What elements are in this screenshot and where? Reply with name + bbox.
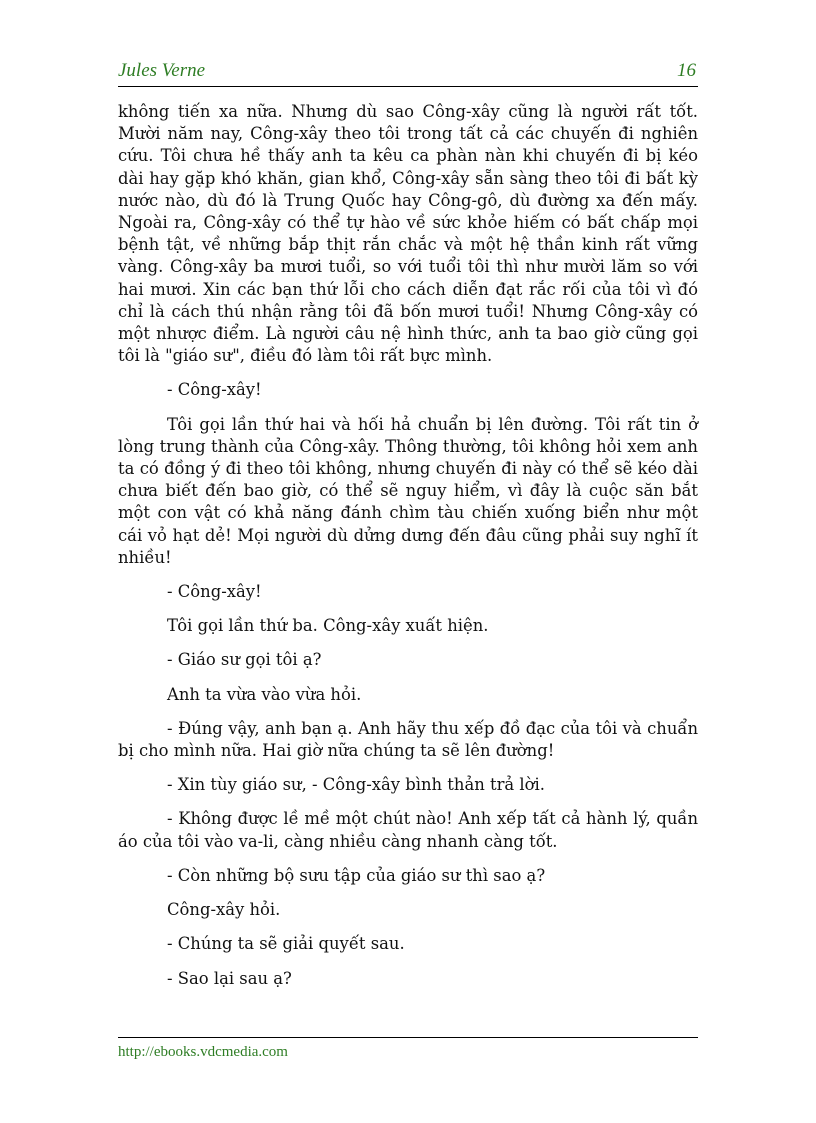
paragraph-11: - Còn những bộ sưu tập của giáo sư thì sao ạ? <box>167 865 546 885</box>
paragraph-1: không tiến xa nữa. Nhưng dù sao Công-xây cũng là người rất tốt. Mười năm nay, Công-xây theo tôi trong tất cả các chuyến đi nghiên cứu. Tôi chưa hề thấy anh ta kêu ca phàn nàn khi chuyến đi bị kéo dài hay gặp khó khăn, gian khổ, Công-xây sẵn sàng theo tôi đi bất kỳ nước nào, dù đó là Trung Quốc hay Công-gô, dù đường xa đến mấy. Ngoài ra, Công-xây có thể tự hào về sức khỏe hiếm có bất chấp mọi bệnh tật, về những bắp thịt rắn chắc và một hệ thần kinh rất vững vàng. Công-xây ba mươi tuổi, so với tuổi tôi thì như mười lăm so với hai mươi. Xin các bạn thứ lỗi cho cách diễn đạt rắc rối của tôi vì đó chỉ là cách thú nhận rằng tôi đã bốn mươi tuổi! Nhưng Công-xây có một nhược điểm. Là người câu nệ hình thức, anh ta bao giờ cũng gọi tôi là "giáo sư", điều đó làm tôi rất bực mình. <box>118 102 698 366</box>
paragraph-4: - Công-xây! <box>167 582 262 602</box>
footer-divider <box>118 1037 698 1038</box>
paragraph-13: - Chúng ta sẽ giải quyết sau. <box>167 934 405 954</box>
page-header <box>118 58 698 87</box>
paragraph-12: Công-xây hỏi. <box>167 900 281 920</box>
paragraph-5: Tôi gọi lần thứ ba. Công-xây xuất hiện. <box>167 616 489 636</box>
page-body <box>118 101 698 1002</box>
paragraph-14: - Sao lại sau ạ? <box>167 968 292 988</box>
book-author: Jules Verne <box>118 60 206 81</box>
paragraph-10: - Không được lề mề một chút nào! Anh xếp tất cả hành lý, quần áo của tôi vào va-li, càng nhiều càng nhanh càng tốt. <box>118 809 698 851</box>
page-number: 16 <box>677 60 696 81</box>
footer-url-link[interactable]: http://ebooks.vdcmedia.com <box>118 1044 288 1060</box>
paragraph-3: Tôi gọi lần thứ hai và hối hả chuẩn bị lên đường. Tôi rất tin ở lòng trung thành của Công-xây. Thông thường, tôi không hỏi xem anh ta có đồng ý đi theo tôi không, nhưng chuyến đi này có thể sẽ kéo dài chưa biết đến bao giờ, có thể sẽ nguy hiểm, vì đây là cuộc săn bắt một con vật có khả năng đánh chìm tàu chiến xuống biển như một cái vỏ hạt dẻ! Mọi người dù dửng dưng đến đâu cũng phải suy nghĩ ít nhiều! <box>118 414 698 567</box>
paragraph-6: - Giáo sư gọi tôi ạ? <box>167 650 322 670</box>
paragraph-9: - Xin tùy giáo sư, - Công-xây bình thản trả lời. <box>167 775 545 795</box>
paragraph-8: - Đúng vậy, anh bạn ạ. Anh hãy thu xếp đồ đạc của tôi và chuẩn bị cho mình nữa. Hai giờ nữa chúng ta sẽ lên đường! <box>118 718 698 761</box>
paragraph-7: Anh ta vừa vào vừa hỏi. <box>167 684 362 704</box>
paragraph-2: - Công-xây! <box>167 380 262 400</box>
